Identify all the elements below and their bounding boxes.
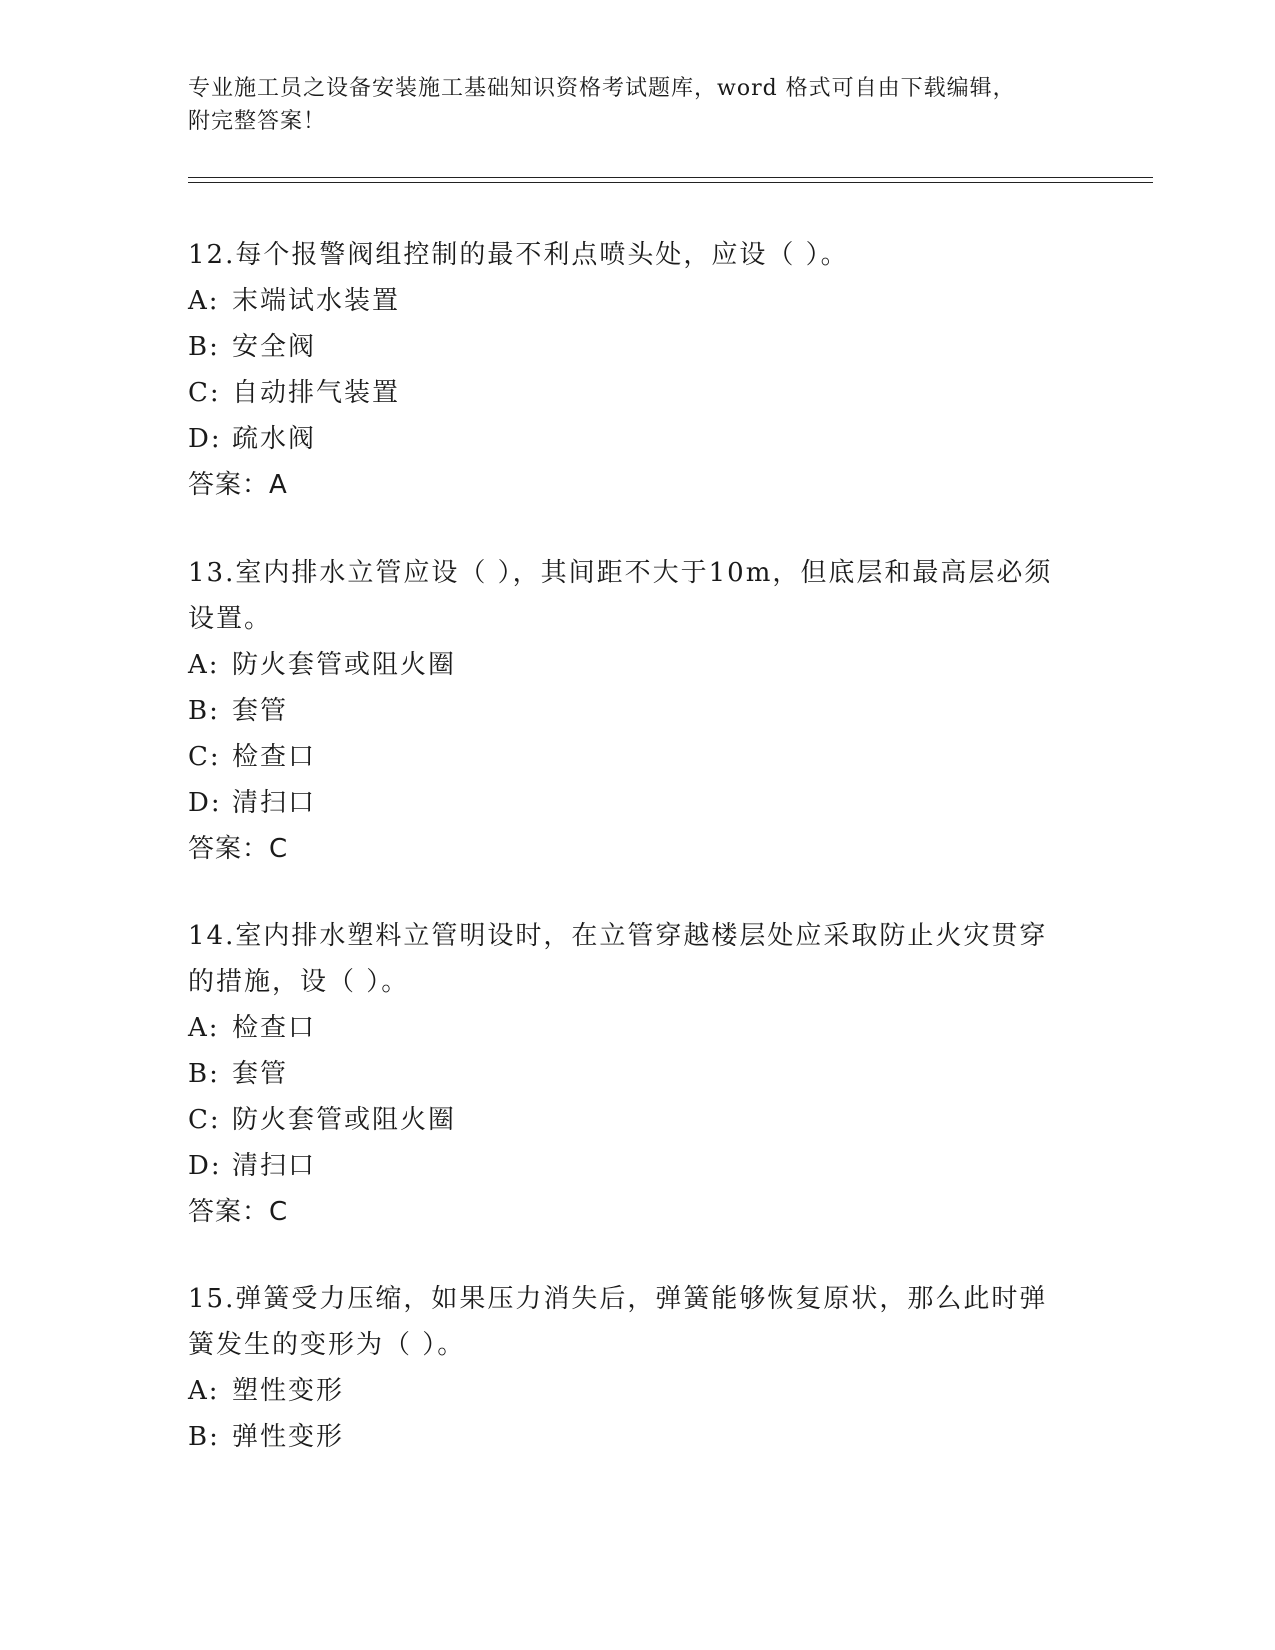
question-15 [188, 1276, 1088, 1460]
option-text: 清扫口 [232, 1151, 317, 1181]
option-key: A: [188, 650, 220, 680]
header-line-1: 专业施工员之设备安装施工基础知识资格考试题库，word 格式可自由下载编辑， [188, 76, 1016, 101]
option-key: A: [188, 1376, 220, 1406]
option-a [188, 278, 1088, 324]
answer-line [188, 1189, 1088, 1235]
option-c [188, 1097, 1088, 1143]
option-a [188, 1005, 1088, 1051]
option-key: D: [188, 788, 222, 818]
option-b [188, 324, 1088, 370]
option-c [188, 370, 1088, 416]
question-stem-continued: 设置。 [188, 604, 273, 634]
answer-value: C [269, 1197, 289, 1227]
answer-label: 答案： [188, 470, 270, 500]
option-text: 自动排气装置 [232, 378, 401, 408]
option-key: B: [188, 1422, 220, 1452]
question-13 [188, 550, 1088, 872]
option-d [188, 780, 1088, 826]
question-stem: 15.弹簧受力压缩，如果压力消失后，弹簧能够恢复原状，那么此时弹 [188, 1284, 1048, 1314]
option-key: C: [188, 378, 221, 408]
option-b [188, 688, 1088, 734]
question-stem: 12.每个报警阀组控制的最不利点喷头处，应设（ ）。 [188, 240, 849, 270]
header-divider-top [188, 177, 1153, 178]
answer-value: C [269, 834, 289, 864]
answer-line [188, 462, 1088, 508]
option-text: 防火套管或阻火圈 [232, 650, 457, 680]
option-d [188, 416, 1088, 462]
option-a [188, 642, 1088, 688]
question-stem: 13.室内排水立管应设（ ），其间距不大于10m，但底层和最高层必须 [188, 558, 1053, 588]
option-b [188, 1051, 1088, 1097]
option-key: C: [188, 1105, 221, 1135]
option-key: A: [188, 1013, 220, 1043]
option-text: 套管 [232, 696, 289, 726]
question-stem-continued: 的措施，设（ ）。 [188, 967, 410, 997]
option-text: 清扫口 [232, 788, 317, 818]
option-a [188, 1368, 1088, 1414]
option-c [188, 734, 1088, 780]
option-text: 防火套管或阻火圈 [232, 1105, 457, 1135]
option-text: 末端试水装置 [232, 286, 401, 316]
document-header [188, 72, 1068, 138]
answer-line [188, 826, 1088, 872]
option-key: B: [188, 332, 220, 362]
question-stem-continued: 簧发生的变形为（ ）。 [188, 1330, 466, 1360]
answer-value: A [269, 470, 288, 500]
question-14 [188, 913, 1088, 1235]
option-d [188, 1143, 1088, 1189]
answer-label: 答案： [188, 834, 270, 864]
option-text: 塑性变形 [232, 1376, 345, 1406]
option-text: 检查口 [232, 742, 317, 772]
header-divider-bottom [188, 182, 1153, 183]
option-b [188, 1414, 1088, 1460]
option-key: C: [188, 742, 221, 772]
question-12 [188, 232, 1088, 508]
option-key: D: [188, 1151, 222, 1181]
option-text: 弹性变形 [232, 1422, 345, 1452]
option-text: 检查口 [232, 1013, 317, 1043]
option-text: 安全阀 [232, 332, 317, 362]
header-line-2: 附完整答案！ [188, 109, 327, 134]
option-key: A: [188, 286, 220, 316]
option-text: 疏水阀 [232, 424, 317, 454]
option-key: D: [188, 424, 222, 454]
option-key: B: [188, 696, 220, 726]
option-text: 套管 [232, 1059, 289, 1089]
question-stem: 14.室内排水塑料立管明设时，在立管穿越楼层处应采取防止火灾贯穿 [188, 921, 1048, 951]
answer-label: 答案： [188, 1197, 270, 1227]
option-key: B: [188, 1059, 220, 1089]
